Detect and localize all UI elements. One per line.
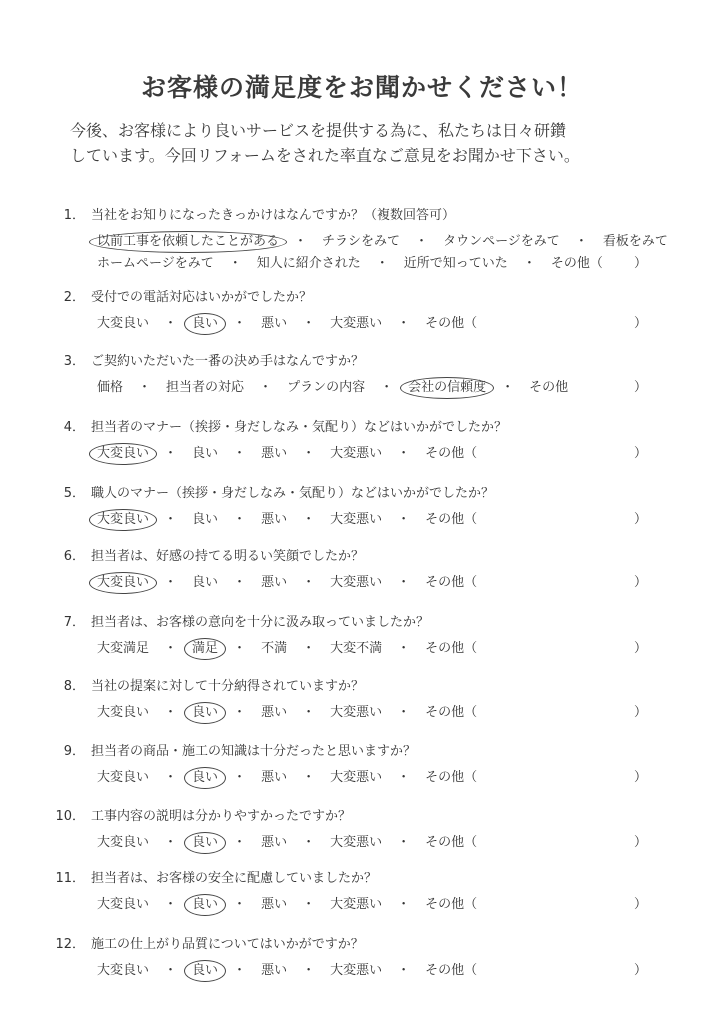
separator: ・	[397, 316, 411, 331]
separator: ・	[164, 575, 178, 590]
answer-option-selected[interactable]: 以前工事を依頼したことがある	[95, 231, 281, 253]
separator: ・	[164, 705, 178, 720]
question-label: 施工の仕上がり品質についてはいかがですか？	[91, 937, 364, 952]
question-10	[55, 806, 695, 854]
answer-option[interactable]: その他（	[425, 641, 478, 656]
separator: ・	[397, 835, 411, 850]
separator: ・	[302, 512, 316, 527]
separator: ・	[164, 446, 178, 461]
separator: ・	[164, 835, 178, 850]
other-answer-close-paren: ）	[633, 512, 647, 527]
answer-option[interactable]: その他（	[550, 256, 603, 271]
answer-option[interactable]: 悪い	[261, 897, 288, 912]
page-title: お客様の満足度をお聞かせください！	[140, 73, 583, 102]
answer-option-selected[interactable]: 良い	[190, 702, 220, 724]
answer-option-selected[interactable]: 良い	[190, 832, 220, 854]
answer-option[interactable]: 大変不満	[330, 641, 383, 656]
answer-option[interactable]: その他（	[425, 446, 478, 461]
question-text	[55, 546, 695, 568]
answer-option[interactable]: 悪い	[261, 512, 288, 527]
question-text	[55, 351, 695, 373]
answer-row	[55, 894, 695, 916]
separator: ・	[397, 512, 411, 527]
answer-option-selected[interactable]: 良い	[190, 960, 220, 982]
question-number: 10．	[55, 809, 85, 824]
answer-row	[55, 253, 695, 275]
answer-option[interactable]: 不満	[261, 641, 288, 656]
answer-option[interactable]: 良い	[192, 446, 219, 461]
answer-option[interactable]: 良い	[192, 575, 219, 590]
question-label: 担当者のマナー（挨拶・身だしなみ・気配り）などはいかがでしたか？	[91, 420, 508, 435]
answer-option[interactable]: 知人に紹介された	[256, 256, 361, 271]
answer-row	[55, 313, 695, 335]
answer-row	[55, 767, 695, 789]
question-number: 2．	[63, 290, 85, 305]
answer-row	[55, 638, 695, 660]
answer-option[interactable]: 大変良い	[97, 897, 150, 912]
answer-option-selected[interactable]: 大変良い	[95, 443, 151, 465]
separator: ・	[302, 575, 316, 590]
answer-option[interactable]: チラシをみて	[322, 234, 401, 249]
question-text	[55, 676, 695, 698]
intro-line-1: 今後、お客様により良いサービスを提供する為に、私たちは日々研鑽	[70, 121, 567, 140]
separator: ・	[397, 770, 411, 785]
separator: ・	[164, 512, 178, 527]
question-label: 担当者は、お客様の安全に配慮していましたか？	[91, 871, 378, 886]
answer-option[interactable]: 近所で知っていた	[403, 256, 508, 271]
question-number: 3．	[63, 354, 85, 369]
question-text	[55, 612, 695, 634]
separator: ・	[397, 897, 411, 912]
answer-option[interactable]: タウンページをみて	[443, 234, 560, 249]
separator: ・	[397, 705, 411, 720]
question-label: 当社をお知りになったきっかけはなんですか？（複数回答可）	[91, 208, 456, 223]
separator: ・	[302, 835, 316, 850]
question-number: 4．	[63, 420, 85, 435]
answer-option[interactable]: 大変悪い	[330, 575, 383, 590]
question-6	[55, 546, 695, 594]
question-3	[55, 351, 695, 399]
answer-option[interactable]: 大変悪い	[330, 446, 383, 461]
separator: ・	[574, 234, 588, 249]
answer-option[interactable]: 悪い	[261, 575, 288, 590]
question-7	[55, 612, 695, 660]
separator: ・	[164, 770, 178, 785]
answer-option[interactable]: 大変悪い	[330, 963, 383, 978]
other-answer-close-paren: ）	[633, 770, 647, 785]
answer-option[interactable]: 担当者の対応	[166, 380, 245, 395]
question-number: 7．	[63, 615, 85, 630]
other-answer-close-paren: ）	[633, 575, 647, 590]
separator: ・	[501, 380, 515, 395]
question-2	[55, 287, 695, 335]
separator: ・	[397, 575, 411, 590]
answer-option-selected[interactable]: 良い	[190, 767, 220, 789]
answer-option[interactable]: その他	[529, 380, 569, 395]
answer-row	[55, 377, 695, 399]
separator: ・	[233, 705, 247, 720]
answer-option[interactable]: 悪い	[261, 316, 288, 331]
answer-option[interactable]: その他（	[425, 835, 478, 850]
separator: ・	[164, 963, 178, 978]
question-label: 担当者の商品・施工の知識は十分だったと思いますか？	[91, 744, 417, 759]
question-11	[55, 868, 695, 916]
separator: ・	[397, 641, 411, 656]
separator: ・	[233, 963, 247, 978]
separator: ・	[233, 316, 247, 331]
answer-row	[55, 509, 695, 531]
separator: ・	[302, 963, 316, 978]
question-number: 1．	[63, 208, 85, 223]
separator: ・	[397, 446, 411, 461]
answer-option[interactable]: その他（	[425, 897, 478, 912]
answer-option-selected[interactable]: 良い	[190, 313, 220, 335]
separator: ・	[233, 835, 247, 850]
question-text	[55, 205, 695, 227]
separator: ・	[233, 446, 247, 461]
separator: ・	[302, 446, 316, 461]
separator: ・	[397, 963, 411, 978]
answer-option[interactable]: 悪い	[261, 446, 288, 461]
answer-row	[55, 443, 695, 465]
answer-option[interactable]: 良い	[192, 512, 219, 527]
separator: ・	[138, 380, 152, 395]
answer-option[interactable]: 大変悪い	[330, 835, 383, 850]
answer-option[interactable]: 大変良い	[97, 770, 150, 785]
question-label: ご契約いただいた一番の決め手はなんですか？	[91, 354, 365, 369]
separator: ・	[164, 641, 178, 656]
answer-option[interactable]: 悪い	[261, 705, 288, 720]
answer-option[interactable]: 看板をみて	[602, 234, 668, 249]
question-8	[55, 676, 695, 724]
answer-option[interactable]: 大変満足	[97, 641, 150, 656]
separator: ・	[302, 770, 316, 785]
question-9	[55, 741, 695, 789]
other-answer-close-paren: ）	[633, 316, 647, 331]
answer-option[interactable]: 大変悪い	[330, 512, 383, 527]
question-1	[55, 205, 695, 275]
separator: ・	[233, 512, 247, 527]
answer-option-selected[interactable]: 良い	[190, 894, 220, 916]
question-text	[55, 868, 695, 890]
separator: ・	[302, 705, 316, 720]
other-answer-close-paren: ）	[633, 963, 647, 978]
question-number: 11．	[55, 871, 85, 886]
answer-option[interactable]: その他（	[425, 770, 478, 785]
question-number: 9．	[63, 744, 85, 759]
separator: ・	[375, 256, 389, 271]
answer-row	[55, 572, 695, 594]
question-number: 12．	[55, 937, 85, 952]
separator: ・	[302, 316, 316, 331]
answer-option[interactable]: その他（	[425, 316, 478, 331]
question-label: 当社の提案に対して十分納得されていますか？	[91, 679, 365, 694]
question-label: 職人のマナー（挨拶・身だしなみ・気配り）などはいかがでしたか？	[91, 486, 495, 501]
other-answer-close-paren: ）	[633, 446, 647, 461]
question-label: 担当者は、お客様の意向を十分に汲み取っていましたか？	[91, 615, 430, 630]
answer-option-selected[interactable]: 大変良い	[95, 572, 151, 594]
answer-row	[55, 960, 695, 982]
separator: ・	[415, 234, 429, 249]
answer-row	[55, 702, 695, 724]
question-text	[55, 934, 695, 956]
question-label: 受付での電話対応はいかがでしたか？	[91, 290, 313, 305]
answer-option[interactable]: 悪い	[261, 770, 288, 785]
other-answer-close-paren: ）	[633, 705, 647, 720]
separator: ・	[294, 234, 308, 249]
intro-text	[70, 118, 670, 168]
answer-option[interactable]: その他（	[425, 705, 478, 720]
answer-option[interactable]: その他（	[425, 963, 478, 978]
answer-option[interactable]: 大変悪い	[330, 770, 383, 785]
separator: ・	[228, 256, 242, 271]
question-number: 8．	[63, 679, 85, 694]
answer-option[interactable]: 悪い	[261, 963, 288, 978]
separator: ・	[259, 380, 273, 395]
other-answer-close-paren: ）	[633, 897, 647, 912]
answer-option[interactable]: その他（	[425, 575, 478, 590]
intro-line-2: しています。今回リフォームをされた率直なご意見をお聞かせ下さい。	[70, 146, 580, 165]
answer-option-selected[interactable]: 満足	[190, 638, 220, 660]
answer-option[interactable]: 価格	[97, 380, 124, 395]
separator: ・	[233, 770, 247, 785]
answer-option[interactable]: ホームページをみて	[97, 256, 214, 271]
question-12	[55, 934, 695, 982]
separator: ・	[233, 897, 247, 912]
answer-option[interactable]: 大変良い	[97, 835, 150, 850]
answer-option[interactable]: 大変良い	[97, 963, 150, 978]
other-answer-close-paren: ）	[633, 641, 647, 656]
question-text	[55, 806, 695, 828]
answer-option[interactable]: 大変悪い	[330, 705, 383, 720]
answer-option[interactable]: 大変良い	[97, 705, 150, 720]
question-number: 5．	[63, 486, 85, 501]
question-4	[55, 417, 695, 465]
separator: ・	[164, 316, 178, 331]
question-5	[55, 483, 695, 531]
question-label: 担当者は、好感の持てる明るい笑顔でしたか？	[91, 549, 365, 564]
answer-option[interactable]: 大変悪い	[330, 897, 383, 912]
separator: ・	[380, 380, 394, 395]
question-text	[55, 741, 695, 763]
answer-option[interactable]: プランの内容	[287, 380, 366, 395]
question-text	[55, 287, 695, 309]
question-number: 6．	[63, 549, 85, 564]
other-answer-close-paren: ）	[633, 256, 647, 271]
answer-option-selected[interactable]: 会社の信頼度	[406, 377, 488, 399]
separator: ・	[302, 641, 316, 656]
answer-option-selected[interactable]: 大変良い	[95, 509, 151, 531]
answer-row	[55, 231, 695, 253]
question-text	[55, 417, 695, 439]
answer-option[interactable]: 悪い	[261, 835, 288, 850]
question-label: 工事内容の説明は分かりやすかったですか？	[91, 809, 352, 824]
other-answer-close-paren: ）	[633, 380, 647, 395]
separator: ・	[233, 575, 247, 590]
separator: ・	[233, 641, 247, 656]
other-answer-close-paren: ）	[633, 835, 647, 850]
question-text	[55, 483, 695, 505]
answer-option[interactable]: その他（	[425, 512, 478, 527]
separator: ・	[302, 897, 316, 912]
separator: ・	[164, 897, 178, 912]
separator: ・	[522, 256, 536, 271]
answer-option[interactable]: 大変悪い	[330, 316, 383, 331]
answer-row	[55, 832, 695, 854]
answer-option[interactable]: 大変良い	[97, 316, 150, 331]
